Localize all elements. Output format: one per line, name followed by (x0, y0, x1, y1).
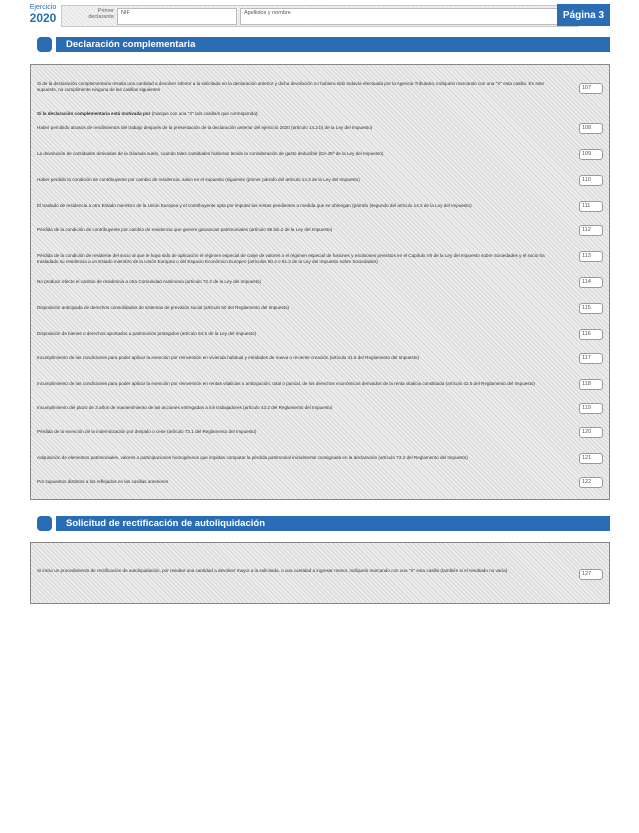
row-117 (37, 353, 603, 367)
row-text: El traslado de residencia a otro Estado miembro de la Unión Europea y el contribuyente opta por imputar las rentas pendientes a medida que se obtengan (párrafo (segundo del artículo 14.3 de la Ley del Impuesto) (37, 203, 472, 208)
row-text: Pérdida de la exención de la indemnización por despido o cese (artículo 73.1 del Reglamento del Impuesto) (37, 429, 257, 434)
box-number: 121 (582, 455, 592, 461)
row-text: Incumplimiento de las condiciones para poder aplicar la exención por reinversión en rentas vitalicias o anticipación, total o parcial, de los derechos económicos derivados de la renta vitalicia constituida (artículo 42.5 del Reglamento del Impuesto) (37, 381, 535, 386)
row-120 (37, 427, 603, 441)
row-109 (37, 149, 603, 163)
row-text: Pérdida de la condición de contribuyente por cambio de residencia que genere ganancias patrimoniales (artículo 95 bis.2 de la Ley del Impuesto) (37, 227, 333, 232)
row-text: Incumplimiento de las condiciones para poder aplicar la exención por reinversión en vivienda habitual y entidades de nueva o reciente creación (artículo 41.5 del Reglamento del Impuesto) (37, 355, 420, 360)
page-number-badge: Página 3 (557, 4, 610, 26)
checkbox-110[interactable] (579, 175, 603, 186)
row-119 (37, 403, 603, 417)
box-number: 110 (582, 177, 591, 183)
row-text: Si inicia un procedimiento de rectificación de autoliquidación, por resultar una cantidad a devolver mayor a la solicitada, o una cantidad a ingresar menor, indíquelo marcando con una "X" esta casilla (también si el resultado no varía) (37, 568, 508, 573)
row-112 (37, 225, 603, 239)
checkbox-119[interactable] (579, 403, 603, 414)
checkbox-112[interactable] (579, 225, 603, 236)
checkbox-111[interactable] (579, 201, 603, 212)
row-text: La devolución de cantidades derivadas de la cláusula suelo, cuando tales cantidades hubieran tenido la consideración de gasto deducible (DA 45ª de la Ley del Impuesto) (37, 151, 384, 156)
row-text: Pérdida de la condición de residente del socio al que le haya sido de aplicación el régimen especial de canje de valores o el régimen especial de fusiones y escisiones previstos en el Capítulo VII de la Ley del Impuesto sobre Sociedades y el socio ha trasladado su residencia a un Estado miembro de la Unión Europea o del Espacio Económico Europeo (artículos 80.4 o 81.3 de la Ley del Impuesto sobre Sociedades) (37, 253, 545, 264)
row-115 (37, 303, 603, 317)
row-111 (37, 201, 603, 215)
row-114 (37, 277, 603, 291)
checkbox-120[interactable] (579, 427, 603, 438)
row-text: Si de la declaración complementaria resulta una cantidad a devolver inferior a la solicitada en la declaración anterior y dicha devolución no hubiera sido todavía efectuada por la Agencia Tributaria, indíquelo marcando con una "X" esta casilla. En este supuesto, no cumplimente ninguna de las casillas siguientes (37, 81, 545, 92)
checkbox-116[interactable] (579, 329, 603, 340)
checkbox-122[interactable] (579, 477, 603, 488)
checkbox-115[interactable] (579, 303, 603, 314)
motivo-bold-text: Si la declaración complementaria está motivada por (37, 111, 151, 116)
box-number: 109 (582, 151, 592, 157)
box-number: 111 (582, 203, 591, 209)
page-header (28, 4, 610, 28)
checkbox-117[interactable] (579, 353, 603, 364)
primer-declarante-label: Primer declarante (88, 8, 114, 20)
checkbox-114[interactable] (579, 277, 603, 288)
row-108 (37, 123, 603, 137)
row-text: Adquisición de elementos patrimoniales, valores o participaciones homogéneos que impidan computar la pérdida patrimonial inicialmente consignada en la declaración (artículo 73.2 del Reglamento del Impuesto) (37, 455, 468, 460)
declarante-box (61, 5, 579, 27)
row-122 (37, 477, 603, 491)
box-number: 118 (582, 381, 591, 387)
row-text: No producir efecto el cambio de residencia a otra Comunidad Autónoma (artículo 72.2 de la Ley del Impuesto) (37, 279, 261, 284)
checkbox-118[interactable] (579, 379, 603, 390)
ejercicio-value: 2020 (29, 11, 57, 25)
row-110 (37, 175, 603, 189)
section-title-declaracion (37, 37, 610, 52)
rectificacion-panel (30, 542, 610, 604)
row-text: Haber percibido atrasos de rendimientos del trabajo después de la presentación de la declaración anterior del ejercicio 2020 (artículo 14.2.b) de la Ley del Impuesto) (37, 125, 373, 130)
checkbox-107[interactable] (579, 83, 603, 94)
box-number: 117 (582, 355, 591, 361)
row-text: Haber perdido la condición de contribuyente por cambio de residencia, salvo en el supuesto (siguiente (primer párrafo del artículo 14.3 de la Ley del Impuesto) (37, 177, 360, 182)
checkbox-113[interactable] (579, 251, 603, 262)
row-text: Incumplimiento del plazo de 3 años de mantenimiento de las acciones entregadas a los trabajadores (artículo 43.2 del Reglamento del Impuesto) (37, 405, 333, 410)
section-title-rectificacion (37, 516, 610, 531)
row-118 (37, 379, 603, 393)
box-number: 120 (582, 429, 592, 435)
box-number: 112 (582, 227, 591, 233)
row-text: Disposición de bienes o derechos aportados a patrimonios protegidos (artículo 54.5 de la Ley del Impuesto) (37, 331, 257, 336)
row-text: Por supuestos distintos a los reflejados en las casillas anteriores (37, 479, 169, 484)
row-113 (37, 251, 603, 265)
row-127 (37, 567, 603, 581)
section-bullet-icon (37, 516, 52, 531)
ejercicio-block (28, 4, 58, 25)
checkbox-127[interactable] (579, 569, 603, 580)
motivo-heading (37, 111, 603, 119)
checkbox-109[interactable] (579, 149, 603, 160)
box-number: 108 (582, 125, 592, 131)
checkbox-121[interactable] (579, 453, 603, 464)
apellidos-field[interactable]: Apellidos y nombre (240, 8, 575, 25)
section-bullet-icon (37, 37, 52, 52)
box-number: 116 (582, 331, 591, 337)
motivo-normal-text: (marque con una "X" la/s casilla/s que corresponda): (151, 111, 259, 116)
box-number: 119 (582, 405, 591, 411)
row-107 (37, 79, 603, 99)
declaracion-panel (30, 64, 610, 500)
box-number: 113 (582, 253, 591, 259)
box-number: 122 (582, 479, 592, 485)
row-text: Disposición anticipada de derechos consolidados de sistemas de previsión social (artículo 50 del Reglamento del Impuesto) (37, 305, 290, 310)
section-title-text: Solicitud de rectificación de autoliquidación (56, 516, 610, 531)
box-number: 127 (582, 571, 592, 577)
ejercicio-label: Ejercicio (29, 4, 57, 11)
section-title-text: Declaración complementaria (56, 37, 610, 52)
box-number: 115 (582, 305, 591, 311)
box-number: 114 (582, 279, 591, 285)
box-number: 107 (582, 85, 592, 91)
row-121 (37, 453, 603, 467)
row-116 (37, 329, 603, 343)
nif-field[interactable]: NIF (117, 8, 237, 25)
checkbox-108[interactable] (579, 123, 603, 134)
